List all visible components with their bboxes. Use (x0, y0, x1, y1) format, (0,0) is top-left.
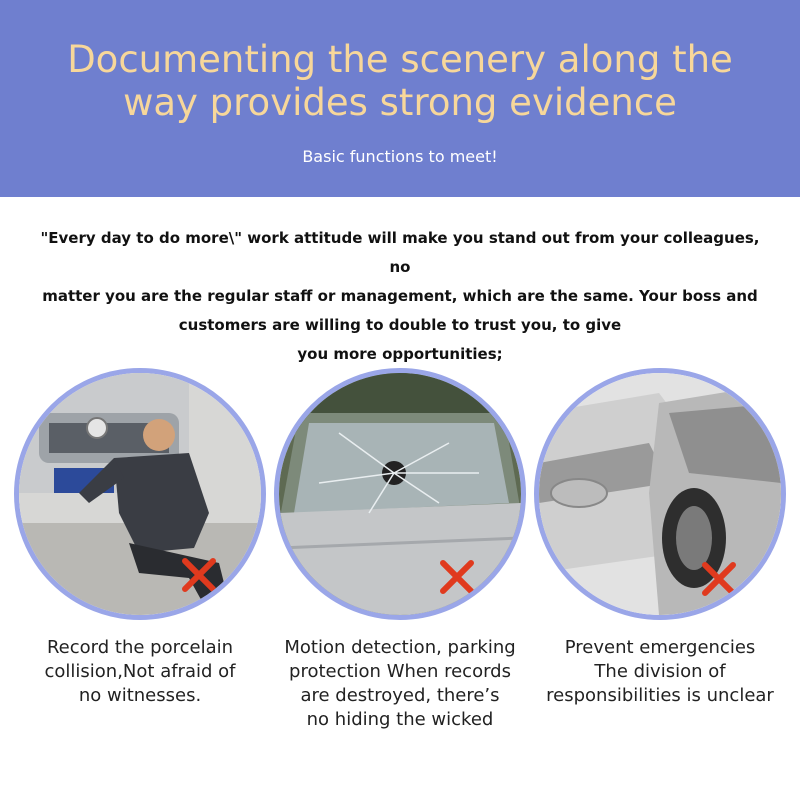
feature-image-porcelain-collision (14, 368, 266, 620)
caption-line: Prevent emergencies (564, 637, 756, 658)
page-subtitle: Basic functions to meet! (302, 147, 498, 166)
intro-line: matter you are the regular staff or management, which are the same. Your boss and (42, 287, 758, 305)
caption-line: collision,Not afraid of (44, 661, 236, 682)
caption-line: Record the porcelain (46, 637, 234, 658)
intro-line: customers are willing to double to trust you, to give (178, 316, 622, 334)
title-line-1: Documenting the scenery along the (67, 38, 733, 81)
caption-line: protection When records (289, 661, 511, 682)
intro-line: you more opportunities; (297, 345, 503, 363)
caption-line: Motion detection, parking (284, 637, 516, 658)
x-mark-icon (437, 557, 477, 597)
title-line-2: way provides strong evidence (123, 81, 677, 124)
intro-line: "Every day to do more\" work attitude will make you stand out from your colleagues, no (40, 229, 760, 276)
caption-line: no hiding the wicked (306, 709, 494, 730)
feature-image-broken-windshield (274, 368, 526, 620)
feature-caption (530, 636, 790, 708)
x-mark-icon (179, 555, 219, 595)
caption-line: responsibilities is unclear (546, 685, 774, 706)
caption-line: The division of (594, 661, 726, 682)
feature-caption (270, 636, 530, 732)
page-title (0, 38, 800, 124)
feature-caption (10, 636, 270, 708)
caption-line: are destroyed, there’s (300, 685, 500, 706)
caption-line: no witnesses. (78, 685, 202, 706)
intro-paragraph (40, 224, 760, 369)
feature-image-car-collision (534, 368, 786, 620)
x-mark-icon (699, 559, 739, 599)
